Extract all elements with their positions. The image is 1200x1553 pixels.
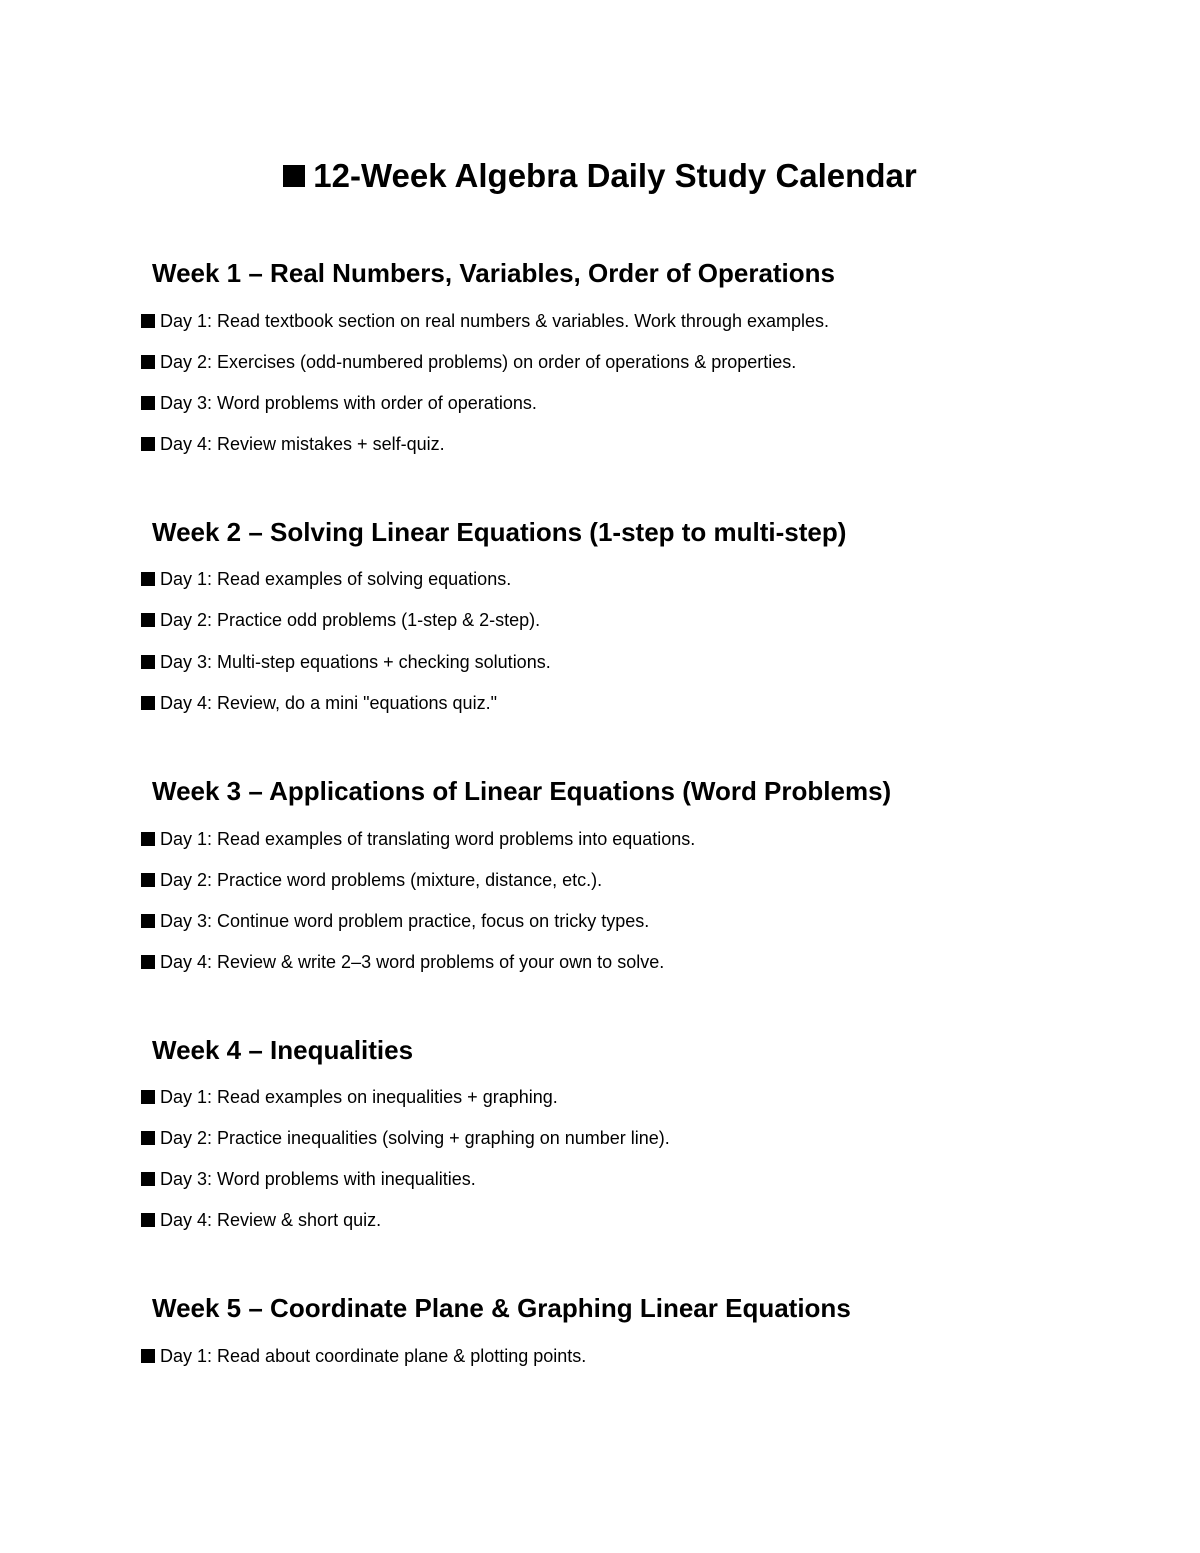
day-text: Day 4: Review & short quiz.: [160, 1210, 382, 1230]
square-bullet-icon: [141, 396, 155, 410]
day-item: [141, 566, 511, 592]
day-item: [141, 1343, 586, 1369]
day-item: [141, 349, 796, 375]
day-text: Day 4: Review mistakes + self-quiz.: [160, 434, 445, 454]
day-item: [141, 908, 649, 934]
day-text: Day 1: Read textbook section on real numbers & variables. Work through examples.: [160, 311, 830, 331]
day-text: Day 2: Practice odd problems (1-step & 2-step).: [160, 610, 541, 630]
square-bullet-icon: [141, 655, 155, 669]
day-item: [141, 649, 551, 675]
square-bullet-icon: [141, 1213, 155, 1227]
day-item: [141, 431, 445, 457]
day-text: Day 2: Exercises (odd-numbered problems) on order of operations & properties.: [160, 352, 797, 372]
day-item: [141, 949, 664, 975]
day-item: [141, 690, 497, 716]
day-text: Day 3: Word problems with order of operations.: [160, 393, 537, 413]
square-bullet-icon: [141, 314, 155, 328]
square-bullet-icon: [141, 1090, 155, 1104]
square-bullet-icon: [141, 1131, 155, 1145]
square-bullet-icon: [141, 955, 155, 969]
square-bullet-icon: [141, 437, 155, 451]
day-item: [141, 390, 537, 416]
page-title-text: 12-Week Algebra Daily Study Calendar: [313, 157, 917, 194]
square-bullet-icon: [141, 1172, 155, 1186]
day-item: [141, 826, 695, 852]
week-heading: Week 3 – Applications of Linear Equations (Word Problems): [152, 776, 892, 806]
day-text: Day 1: Read examples on inequalities + graphing.: [160, 1087, 558, 1107]
square-bullet-icon: [141, 696, 155, 710]
square-bullet-icon: [283, 165, 305, 187]
square-bullet-icon: [141, 572, 155, 586]
day-text: Day 2: Practice word problems (mixture, distance, etc.).: [160, 870, 603, 890]
day-text: Day 1: Read examples of solving equations.: [160, 569, 512, 589]
day-item: [141, 308, 829, 334]
square-bullet-icon: [141, 832, 155, 846]
day-item: [141, 1207, 381, 1233]
week-heading: Week 1 – Real Numbers, Variables, Order of Operations: [152, 258, 836, 288]
square-bullet-icon: [141, 873, 155, 887]
day-item: [141, 1084, 558, 1110]
week-heading: Week 2 – Solving Linear Equations (1-step to multi-step): [152, 517, 847, 547]
square-bullet-icon: [141, 355, 155, 369]
day-text: Day 4: Review & write 2–3 word problems of your own to solve.: [160, 952, 665, 972]
square-bullet-icon: [141, 1349, 155, 1363]
day-text: Day 1: Read about coordinate plane & plotting points.: [160, 1346, 587, 1366]
day-text: Day 3: Continue word problem practice, focus on tricky types.: [160, 911, 650, 931]
page-title: [0, 151, 1200, 201]
day-item: [141, 1125, 670, 1151]
day-item: [141, 1166, 476, 1192]
day-text: Day 2: Practice inequalities (solving + graphing on number line).: [160, 1128, 670, 1148]
day-text: Day 4: Review, do a mini "equations quiz.": [160, 693, 497, 713]
week-heading: Week 4 – Inequalities: [152, 1035, 414, 1065]
week-heading: Week 5 – Coordinate Plane & Graphing Linear Equations: [152, 1293, 851, 1323]
square-bullet-icon: [141, 914, 155, 928]
square-bullet-icon: [141, 613, 155, 627]
day-text: Day 3: Word problems with inequalities.: [160, 1169, 476, 1189]
day-text: Day 1: Read examples of translating word problems into equations.: [160, 829, 696, 849]
day-item: [141, 867, 602, 893]
day-text: Day 3: Multi-step equations + checking solutions.: [160, 652, 551, 672]
day-item: [141, 607, 540, 633]
